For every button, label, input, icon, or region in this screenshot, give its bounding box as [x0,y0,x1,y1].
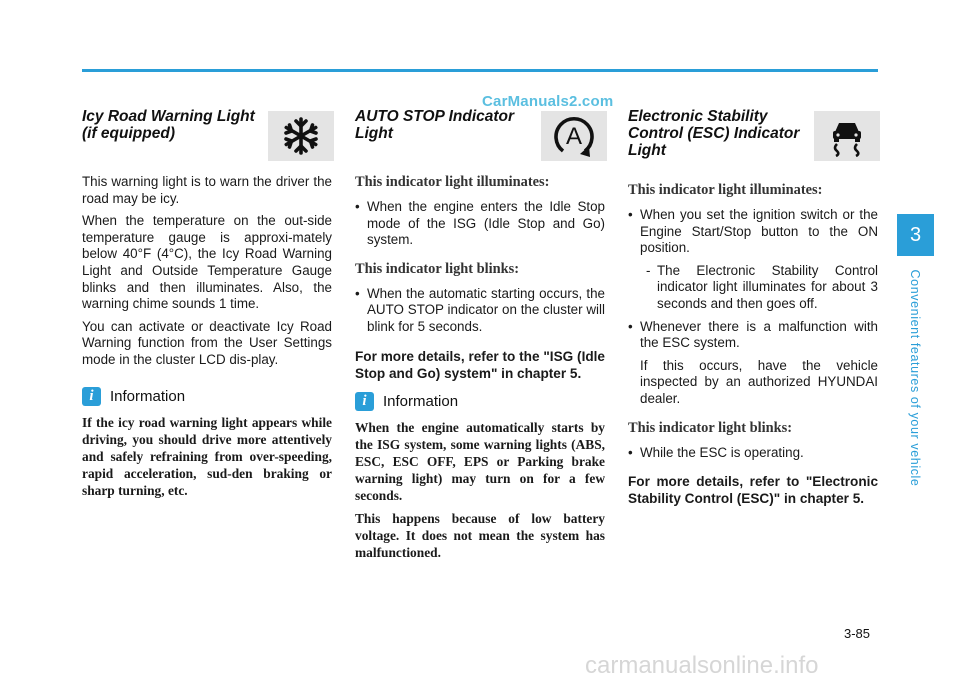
subheading-blinks: This indicator light blinks: [628,419,793,436]
paragraph: When the temperature on the out-side temperature gauge is approxi-mately below 40°F (4°C), the Icy Road Warning Light and Outside Temperature Gauge blinks and then illuminates. Also, the warning chime sounds 1 time. [82,213,332,312]
list-item-continuation: If this occurs, have the vehicle inspected by an authorized HYUNDAI dealer. [640,357,878,406]
paragraph: You can activate or deactivate Icy Road Warning function from the User Settings mode in the cluster LCD dis-play. [82,318,332,367]
auto-stop-icon [541,111,607,161]
information-text: If the icy road warning light appears while driving, you should drive more attentively and safely refraining from over-speeding, rapid acceleration, sud-den braking or sharp turning, etc. [82,414,332,498]
sub-list-item-text: The Electronic Stability Control indicator light illuminates for about 3 seconds and then goes off. [657,262,878,311]
title-line: (if equipped) [82,125,175,142]
list-item [628,319,878,408]
section-body [82,174,332,369]
title-line: Electronic Stability [628,108,768,125]
sub-list-item [640,263,878,313]
list-item [628,207,878,313]
information-header [82,387,332,406]
esc-skid-car-icon-graphic [825,115,869,157]
chapter-tab: 3 [897,214,934,256]
snowflake-icon-graphic [281,116,321,156]
subheading-blinks: This indicator light blinks: [355,260,520,277]
title-line: Light [355,125,393,142]
section-title [628,108,803,159]
section-header [82,108,332,174]
auto-stop-icon-letter: A [565,123,583,150]
information-header [355,392,605,411]
list-item-text: When you set the ignition switch or the Engine Start/Stop button to the ON position. [640,207,878,256]
list-item: • When the engine enters the Idle Stop mode of the ISG (Idle Stop and Go) system. [355,199,605,249]
chapter-side-label: Convenient features of your vehicle [908,269,922,487]
watermark-bottom: carmanualsonline.info [585,652,819,679]
info-icon: i [82,387,101,406]
information-title: Information [110,387,186,405]
auto-stop-icon-graphic [551,113,597,159]
title-line: Icy Road Warning Light [82,108,255,125]
bullet-list [628,207,878,408]
list-item-text: Whenever there is a malfunction with the ESC system. [640,318,878,351]
section-title [82,108,257,142]
section-title [355,108,530,142]
column-icy-road [82,108,332,505]
dash-marker: - [646,262,651,278]
bullet-list [628,445,878,462]
paragraph: This warning light is to warn the driver the road may be icy. [82,174,332,206]
title-line: Control (ESC) Indicator [628,125,800,142]
section-header [628,108,878,174]
bullet-list [355,199,605,249]
list-item: • While the ESC is operating. [628,445,878,462]
page-number: 3-85 [844,626,871,641]
watermark-top: CarManuals2.com [482,93,614,110]
title-line: AUTO STOP Indicator [355,108,515,125]
information-text: This happens because of low battery voltage. It does not mean the system has malfunctioned. [355,510,605,560]
snowflake-icon [268,111,334,161]
information-title: Information [383,392,459,410]
esc-skid-car-icon [814,111,880,161]
column-auto-stop [355,108,605,567]
subheading-illuminates: This indicator light illuminates: [355,174,550,190]
top-rule [82,69,878,72]
information-text: When the engine automatically starts by the ISG system, some warning lights (ABS, ESC, ESC OFF, EPS or Parking brake warning light) may turn on for a few seconds. [355,419,605,503]
info-icon: i [355,392,374,411]
title-line: Light [628,142,666,159]
more-details-text: For more details, refer to the "ISG (Idle Stop and Go) system" in chapter 5. [355,348,605,381]
more-details-text: For more details, refer to "Electronic Stability Control (ESC)" in chapter 5. [628,474,878,507]
subheading-illuminates: This indicator light illuminates: [628,182,823,198]
section-header [355,108,605,174]
list-item: • When the automatic starting occurs, the AUTO STOP indicator on the cluster will blink for 5 seconds. [355,286,605,336]
bullet-list [355,286,605,336]
column-esc [628,108,878,517]
